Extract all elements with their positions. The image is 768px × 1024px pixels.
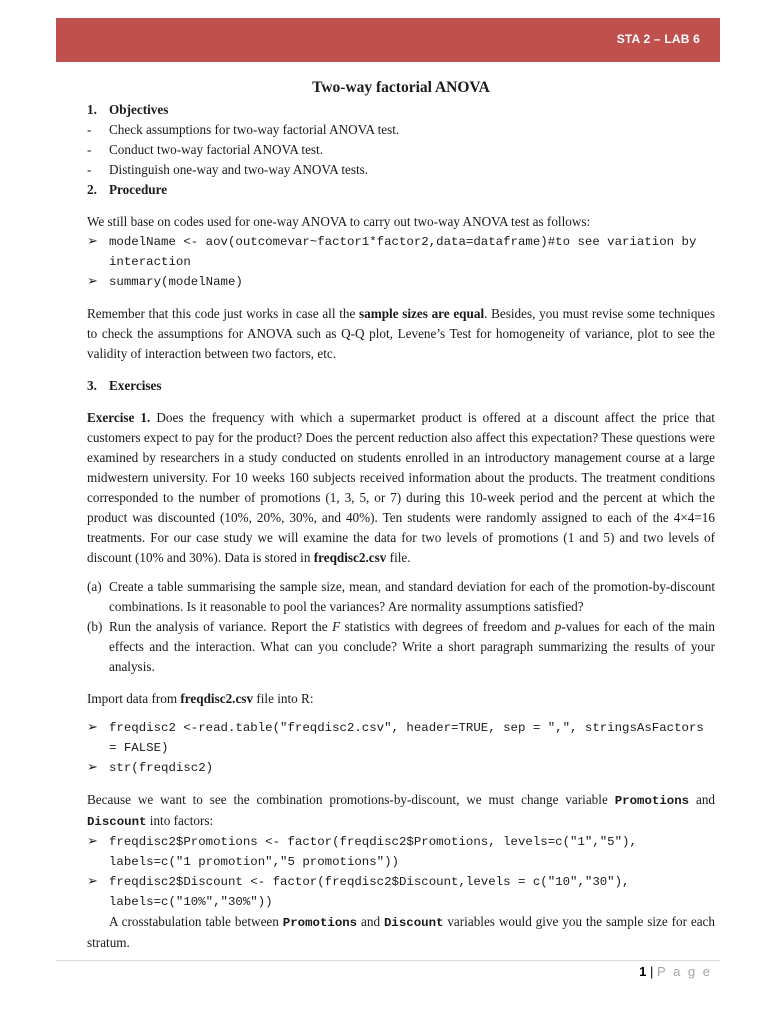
- arrow-bullet-icon: ➢: [87, 274, 98, 289]
- exercise-1-paragraph: Exercise 1. Does the frequency with which a supermarket product is offered at a discount affect the price that customers expect to pay for the product? Does the percent reduction also affect this expectation? These questions were examined by researchers in a study conducted on students enrolled in an introductory management course at a large midwestern university. For 10 weeks 160 subjects received information about the products. The treatment conditions corresponded to the number of promotions (1, 3, 5, or 7) during this 10-week period and the percent at which the product was discounted (10%, 20%, 30%, and 40%). Ten students were randomly assigned to each of the 4×4=16 treatments. For our case study we will examine the data for two levels of promotions (1 and 5) and two levels of discount (10% and 30%). Data is stored in freqdisc2.csv file.: [87, 410, 715, 565]
- document-body: [87, 78, 715, 953]
- crosstab-paragraph: A crosstabulation table between Promotions and Discount variables would give you the sample size for each stratum.: [87, 914, 716, 950]
- header-course-label: STA 2 – LAB 6: [616, 32, 700, 46]
- exercise-part-a: (a) Create a table summarising the sample size, mean, and standard deviation for each of the promotion-by-discount combinations. Is it reasonable to pool the variances? Are normality assumptions satisfied?: [87, 579, 715, 614]
- page-label: P a g e: [657, 964, 712, 979]
- import-instruction: Import data from freqdisc2.csv file into R:: [87, 691, 314, 706]
- procedure-heading: 2. Procedure: [87, 182, 168, 197]
- page-number: 1: [639, 964, 647, 979]
- code-line: ➢ summary(modelName): [87, 272, 715, 292]
- code-line: ➢ modelName <- aov(outcomevar~factor1*factor2,data=dataframe)#to see variation by interaction: [87, 234, 697, 269]
- factor-instruction: Because we want to see the combination promotions-by-discount, we must change variable Promotions and Discount into factors:: [87, 792, 716, 829]
- page-footer: 1 | P a g e: [639, 964, 712, 979]
- arrow-bullet-icon: ➢: [87, 834, 98, 849]
- code-line: ➢ str(freqdisc2): [87, 758, 715, 778]
- procedure-intro: We still base on codes used for one-way ANOVA to carry out two-way ANOVA test as follows:: [87, 214, 591, 229]
- code-line: ➢ freqdisc2 <-read.table("freqdisc2.csv", header=TRUE, sep = ",", stringsAsFactors = FALSE): [87, 720, 704, 755]
- exercises-heading: 3. Exercises: [87, 378, 162, 393]
- arrow-bullet-icon: ➢: [87, 234, 98, 249]
- objective-item: - Check assumptions for two-way factorial ANOVA test.: [87, 122, 400, 137]
- remember-paragraph: Remember that this code just works in case all the sample sizes are equal. Besides, you must revise some techniques to check the assumptions for ANOVA such as Q-Q plot, Levene’s Test for homogeneity of variance, plot to see the validity of interaction between two factors, etc.: [87, 306, 716, 361]
- header-band: [56, 18, 720, 62]
- objective-item: - Conduct two-way factorial ANOVA test.: [87, 142, 324, 157]
- footer-divider: [56, 960, 720, 961]
- objective-item: - Distinguish one-way and two-way ANOVA tests.: [87, 162, 369, 177]
- page-title: Two-way factorial ANOVA: [312, 79, 490, 96]
- arrow-bullet-icon: ➢: [87, 720, 98, 735]
- code-line: ➢ freqdisc2$Discount <- factor(freqdisc2$Discount,levels = c("10","30"), labels=c("10%","30%")): [87, 874, 630, 909]
- code-line: ➢ freqdisc2$Promotions <- factor(freqdisc2$Promotions, levels=c("1","5"), labels=c("1 promotion","5 promotions")): [87, 834, 637, 869]
- objectives-heading: 1. Objectives: [87, 102, 169, 117]
- exercise-part-b: (b) Run the analysis of variance. Report the F statistics with degrees of freedom and p-values for each of the main effects and the interaction. What can you conclude? Write a short paragraph summarizing the results of your analysis.: [87, 619, 716, 674]
- arrow-bullet-icon: ➢: [87, 760, 98, 775]
- arrow-bullet-icon: ➢: [87, 874, 98, 889]
